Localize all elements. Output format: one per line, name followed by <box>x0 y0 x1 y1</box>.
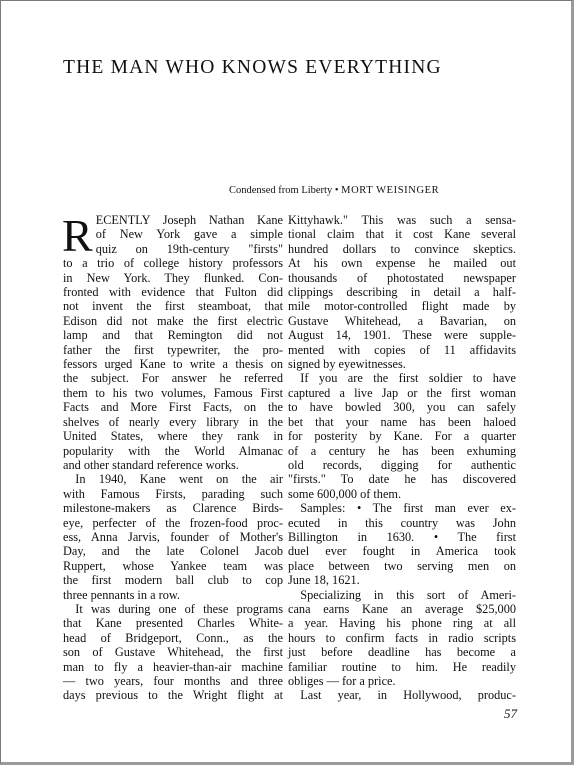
text-line: in New York. They flunked. Con- <box>63 270 283 285</box>
text-line: ecuted in this country was John <box>288 515 516 530</box>
text-line: of New York gave a simple <box>95 227 283 242</box>
article-column-left <box>62 210 283 703</box>
article-column-right <box>288 213 516 703</box>
text-line: Billington in 1630. • The first <box>288 529 516 544</box>
text-line: Facts and More First Facts, on the <box>63 400 283 415</box>
text-line: United States, where they rank in <box>63 429 283 444</box>
text-line: Gustave Whitehead, a Bavarian, on <box>288 313 516 328</box>
text-line: some 600,000 of them. <box>288 486 402 501</box>
text-line: duel ever fought in America took <box>288 544 516 559</box>
byline-separator: • <box>334 185 339 196</box>
text-line: captured a live Jap or the first woman <box>288 385 516 400</box>
text-line: not invent the first steamboat, that <box>63 299 283 314</box>
text-line: milestone-makers as Clarence Birds- <box>63 501 283 516</box>
text-line: Samples: • The first man ever ex- <box>300 501 516 516</box>
text-line: ECENTLY Joseph Nathan Kane <box>95 213 283 227</box>
text-line: for posterity by Kane. For a quarter <box>288 429 516 444</box>
text-line: of a century he has been exhuming <box>288 443 516 458</box>
text-line: popularity with the World Almanac <box>63 443 283 458</box>
text-line: tional claim that it cost Kane several <box>288 227 516 242</box>
text-line: three pennants in a row. <box>63 587 181 602</box>
text-line: and other standard reference works. <box>63 457 239 472</box>
text-line: In 1940, Kane went on the air <box>75 472 283 487</box>
text-line: Specializing in this sort of Ameri- <box>300 587 516 602</box>
text-line: hundred dollars to convince skeptics. <box>288 241 516 256</box>
text-line: signed by eyewitnesses. <box>288 357 406 372</box>
text-line: Kittyhawk." This was such a sensa- <box>288 213 516 227</box>
text-line: thousands of photostated newspaper <box>288 270 516 285</box>
drop-cap: R <box>62 210 93 261</box>
text-line: hours to confirm facts in radio scripts <box>288 630 516 645</box>
byline-author: MORT WEISINGER <box>341 185 440 196</box>
text-line: If you are the first soldier to have <box>300 371 516 386</box>
text-line: old records, digging for authentic <box>288 457 516 472</box>
text-line: shelves of nearly every library in the <box>63 414 283 429</box>
text-line: fessors urged Kane to write a thesis on <box>63 357 283 372</box>
text-line: eye, perfecter of the frozen-food proc- <box>63 515 283 530</box>
text-line: man to fly a heavier-than-air machine <box>63 659 283 674</box>
text-line: that Kane presented Charles White- <box>63 616 283 631</box>
left-column-lines <box>62 210 283 703</box>
text-line: obliges — for a price. <box>288 674 396 688</box>
byline <box>229 185 439 196</box>
text-line: fronted with evidence that Fulton did <box>63 285 283 300</box>
text-line: place between two serving men on <box>288 558 516 573</box>
text-line: clippings describing in detail a half- <box>288 285 516 300</box>
text-line: cana earns Kane an average $25,000 <box>288 601 516 616</box>
text-line: them to his two volumes, Famous First <box>63 385 283 400</box>
byline-source: Condensed from Liberty <box>229 185 333 196</box>
text-line: June 18, 1621. <box>288 573 360 588</box>
text-line: head of Bridgeport, Conn., as the <box>63 630 283 645</box>
text-line: August 14, 1901. These were supple- <box>288 328 516 343</box>
text-line: — two years, four months and three <box>63 674 283 688</box>
text-line: Ruppert, whose Yankee team was <box>63 558 283 573</box>
text-line: mented with copies of 11 affidavits <box>288 342 516 357</box>
text-line: Day, and the late Colonel Jacob <box>63 544 283 559</box>
text-line: the subject. For answer he referred <box>63 371 283 386</box>
text-line: It was during one of these programs <box>75 601 283 616</box>
text-line: ess, Anna Jarvis, founder of Mother's <box>63 529 283 544</box>
text-line: to have bowled 300, you can safely <box>288 400 516 415</box>
text-line: father the first typewriter, the pro- <box>63 342 283 357</box>
text-line: with Famous Firsts, parading such <box>63 486 283 501</box>
text-line: quiz on 19th-century "firsts" <box>95 241 283 256</box>
text-line: the first modern ball club to cop <box>63 573 283 588</box>
text-line: son of Gustave Whitehead, the first <box>63 645 283 660</box>
text-line: lamp and that Remington did not <box>63 328 283 343</box>
text-line: to a trio of college history professors <box>63 256 283 271</box>
text-line: a year. Having his phone ring at all <box>288 616 516 631</box>
text-line: bet that your name has been haloed <box>288 414 516 429</box>
page-number: 57 <box>504 706 517 721</box>
text-line: days previous to the Wright flight at <box>63 688 283 703</box>
text-line: mile motor-controlled flight made by <box>288 299 516 314</box>
text-line: just before deadline has become a <box>288 645 516 660</box>
article-title: THE MAN WHO KNOWS EVERYTHING <box>63 57 442 78</box>
text-line: Edison did not make the first electric <box>63 313 283 328</box>
text-line: Last year, in Hollywood, produc- <box>300 688 516 703</box>
text-line: familiar routine to him. He readily <box>288 659 516 674</box>
text-line: At his own expense he mailed out <box>288 256 516 271</box>
text-line: "firsts." To date he has discovered <box>288 472 516 487</box>
right-column-lines <box>288 213 516 703</box>
